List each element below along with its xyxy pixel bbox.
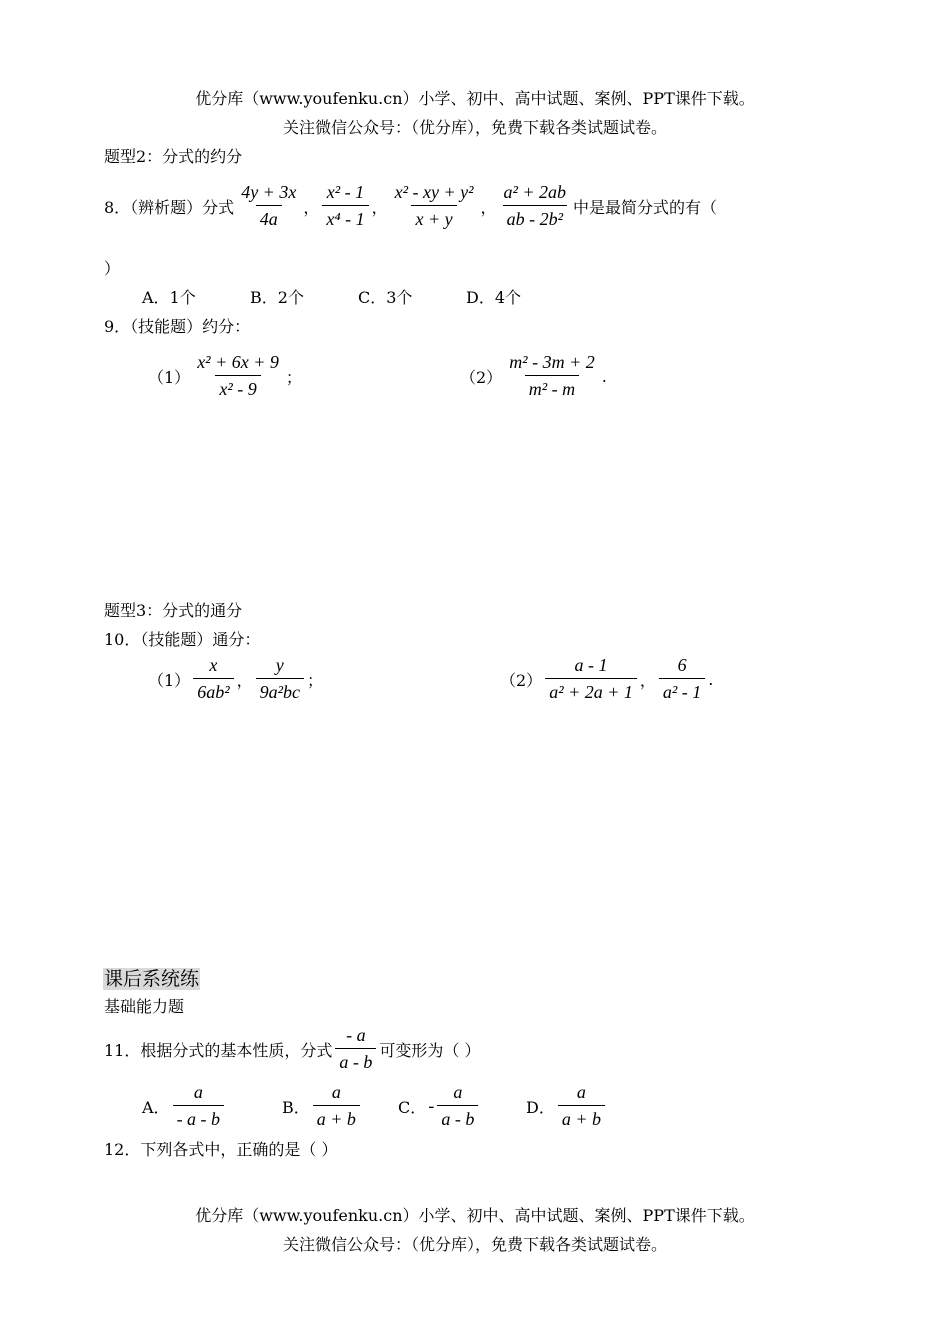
q9-fraction-1: $\frac{\text{x² + 6x + 9}}{\text{x² - 9}}$ — [197, 352, 279, 399]
q10-fraction-1b: $\frac{y}{\text{9a²bc}}$ — [256, 655, 304, 703]
q9-fraction-2: $\frac{\text{m² - 3m + 2}}{\text{m² - m}}$ — [509, 352, 595, 399]
q8-option-c: C．3个 — [358, 288, 413, 307]
question-12: 12．下列各式中，正确的是（ ） — [104, 1140, 338, 1159]
q10-part-1: （1） $\frac{x}{\text{6ab²}}$ ， $\frac{y}{\text{9a²bc}}$ ； — [148, 655, 324, 702]
question-9: 9．（技能题）约分： — [104, 317, 251, 336]
question-11: 11．根据分式的基本性质，分式 $\frac{- a}{a - b}$ 可变形为（ ） — [104, 1025, 481, 1072]
q8-option-a: A．1个 — [142, 288, 196, 307]
q10-fraction-2b: $\frac{6}{\text{a² - 1}}$ — [659, 655, 705, 703]
q8-suffix: 中是最简分式的有（ — [573, 197, 718, 217]
q11-option-c: C． - $\frac{a}{a - b}$ — [398, 1082, 481, 1130]
q11-option-d-fraction: $\frac{a}{a + b}$ — [558, 1082, 605, 1130]
q10-fraction-2a: $\frac{a - 1}{\text{a² + 2a + 1}}$ — [545, 655, 637, 703]
footer-line-1: 优分库（www.youfenku.cn）小学、初中、高中试题、案例、PPT课件下载。 — [195, 1206, 755, 1225]
q9-part-2: （2） $\frac{\text{m² - 3m + 2}}{\text{m² - m}}$ . — [460, 352, 607, 399]
q8-close-paren: ） — [104, 259, 121, 278]
q9-part-1: （1） $\frac{\text{x² + 6x + 9}}{\text{x² - 9}}$ ； — [148, 352, 302, 399]
q8-fraction-2: $\frac{\text{x² - 1}}{\text{x⁴ - 1}}$ — [322, 182, 368, 230]
q11-option-b-fraction: $\frac{a}{a + b}$ — [313, 1082, 360, 1130]
q10-part-2: （2） $\frac{a - 1}{\text{a² + 2a + 1}}$ ， $\frac{6}{\text{a² - 1}}$ . — [500, 655, 714, 702]
q11-option-a: A． $\frac{a}{- a - b}$ — [142, 1082, 227, 1130]
header-line-1: 优分库（www.youfenku.cn）小学、初中、高中试题、案例、PPT课件下载。 — [195, 89, 755, 108]
q11-option-c-fraction: $\frac{a}{a - b}$ — [437, 1082, 478, 1130]
q8-fraction-4: $\frac{\text{a² + 2ab}}{\text{ab - 2b²}}$ — [503, 182, 567, 229]
question-8: 8．（辨析题）分式 $\frac{4y + 3x}{4a}$ ， $\frac{\text{x² - 1}}{\text{x⁴ - 1}}$ ， $\frac{\text{x² - xy + y²}}{x + y}$ ， $\frac{\text{a² + 2ab}}{\text{ab - 2b²}}$ 中是最简分式的有（ — [104, 182, 718, 229]
section-title: 课后系统练 — [104, 968, 200, 990]
q11-option-d: D． $\frac{a}{a + b}$ — [526, 1082, 608, 1130]
q11-option-b: B． $\frac{a}{a + b}$ — [282, 1082, 363, 1130]
header-line-2: 关注微信公众号：（优分库），免费下载各类试题试卷。 — [282, 118, 667, 137]
q8-option-d: D．4个 — [466, 288, 522, 307]
section-subtitle: 基础能力题 — [104, 997, 185, 1016]
q8-option-b: B．2个 — [250, 288, 304, 307]
footer-line-2: 关注微信公众号：（优分库），免费下载各类试题试卷。 — [282, 1235, 667, 1254]
q8-prefix: 8．（辨析题）分式 — [104, 197, 235, 217]
type2-title: 题型2：分式的约分 — [104, 147, 243, 166]
question-10: 10．（技能题）通分： — [104, 630, 261, 649]
q11-fraction: $\frac{- a}{a - b}$ — [335, 1025, 376, 1073]
q11-option-a-fraction: $\frac{a}{- a - b}$ — [173, 1082, 225, 1130]
q8-fraction-3: $\frac{\text{x² - xy + y²}}{x + y}$ — [394, 182, 474, 229]
q10-fraction-1a: $\frac{x}{\text{6ab²}}$ — [193, 655, 233, 703]
type3-title: 题型3：分式的通分 — [104, 601, 243, 620]
q8-fraction-1: $\frac{4y + 3x}{4a}$ — [241, 182, 297, 229]
